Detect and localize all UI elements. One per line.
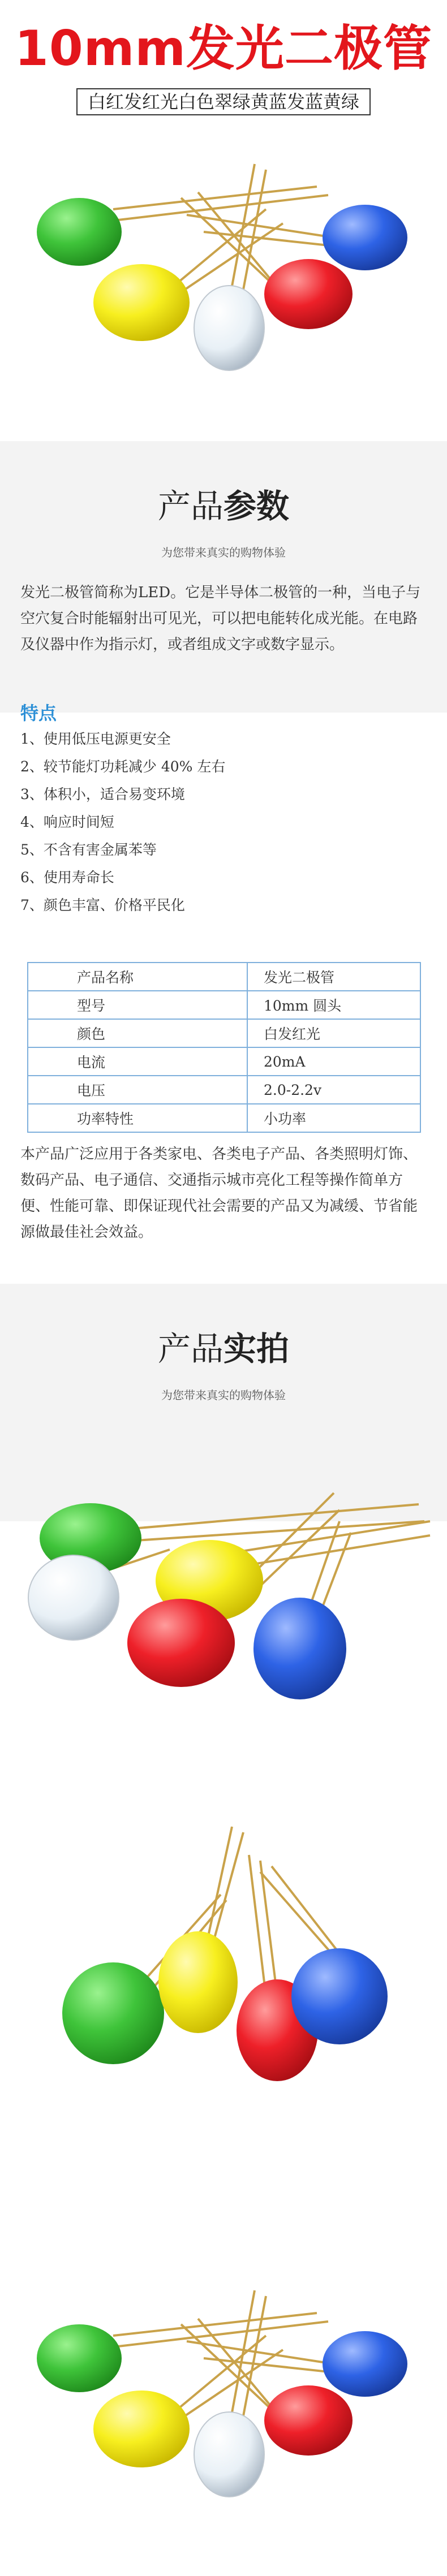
- product-photo-3: [0, 2256, 447, 2573]
- green-led-icon: [37, 198, 122, 266]
- feature-item: 5、不含有害金属苯等: [20, 842, 157, 858]
- blue-led-icon: [323, 205, 407, 270]
- params-header-bg: [0, 441, 447, 713]
- hero-title: 10mm发光二极管: [15, 20, 432, 77]
- params-tagline: 为您带来真实的购物体验: [161, 546, 286, 559]
- spec-key: 产品名称: [28, 963, 247, 991]
- spec-value: 2.0-2.2v: [247, 1076, 420, 1104]
- spec-table: [27, 962, 421, 1133]
- yellow-led-icon: [93, 2391, 190, 2467]
- photos-header: [0, 1329, 447, 1403]
- hero-led-image: [0, 124, 447, 441]
- blue-led-icon: [253, 1598, 346, 1699]
- spec-value: 小功率: [247, 1104, 420, 1132]
- feature-item: 1、使用低压电源更安全: [20, 731, 171, 747]
- white-led-icon: [194, 286, 264, 370]
- white-led-icon: [194, 2412, 264, 2497]
- spec-key: 功率特性: [28, 1104, 247, 1132]
- params-title: 产品参数: [157, 487, 290, 525]
- red-led-icon: [264, 259, 353, 329]
- table-row: [28, 1047, 420, 1076]
- feature-item: 4、响应时间短: [20, 814, 114, 830]
- spec-key: 电压: [28, 1076, 247, 1104]
- product-photo-2: [0, 1810, 447, 2126]
- photos-title: 产品实拍: [157, 1330, 290, 1368]
- table-row: [28, 991, 420, 1019]
- yellow-led-icon: [93, 264, 190, 341]
- spec-key: 电流: [28, 1047, 247, 1076]
- red-led-icon: [127, 1599, 235, 1687]
- product-photo-1: [0, 1470, 447, 1753]
- green-led-icon: [62, 1962, 164, 2064]
- yellow-led-icon: [158, 1931, 238, 2033]
- spec-key: 型号: [28, 991, 247, 1019]
- feature-item: 2、较节能灯功耗减少 40% 左右: [20, 758, 226, 775]
- spec-value: 白发红光: [247, 1019, 420, 1047]
- feature-item: 7、颜色丰富、价格平民化: [20, 897, 185, 913]
- features-title: 特点: [20, 702, 57, 724]
- white-led-icon: [28, 1555, 119, 1640]
- hero-subtitle: 白红发红光白色翠绿黄蓝发蓝黄绿: [76, 88, 371, 115]
- application-paragraph: 本产品广泛应用于各类家电、各类电子产品、各类照明灯饰、数码产品、电子通信、交通指示城市亮化工程等操作简单方便、性能可靠、即保证现代社会需要的产品又为减缓、节省能源做最佳社会效益。: [20, 1146, 418, 1241]
- table-row: [28, 1019, 420, 1047]
- green-led-icon: [37, 2324, 122, 2392]
- blue-led-icon: [291, 1948, 388, 2044]
- intro-paragraph: 发光二极管简称为LED。它是半导体二极管的一种，当电子与空穴复合时能辐射出可见光，可以把电能转化成光能。在电路及仪器中作为指示灯，或者组成文字或数字显示。: [20, 584, 421, 653]
- feature-item: 3、体积小，适合易变环境: [20, 786, 185, 802]
- params-header: [0, 486, 447, 560]
- spec-value: 20mA: [247, 1047, 420, 1076]
- features-list: [20, 725, 225, 919]
- photos-tagline: 为您带来真实的购物体验: [161, 1388, 286, 1402]
- table-row: [28, 963, 420, 991]
- spec-value: 10mm 圆头: [247, 991, 420, 1019]
- blue-led-icon: [323, 2331, 407, 2397]
- feature-item: 6、使用寿命长: [20, 869, 114, 886]
- spec-value: 发光二极管: [247, 963, 420, 991]
- table-row: [28, 1076, 420, 1104]
- spec-key: 颜色: [28, 1019, 247, 1047]
- hero-banner: [0, 0, 447, 441]
- red-led-icon: [264, 2385, 353, 2456]
- table-row: [28, 1104, 420, 1132]
